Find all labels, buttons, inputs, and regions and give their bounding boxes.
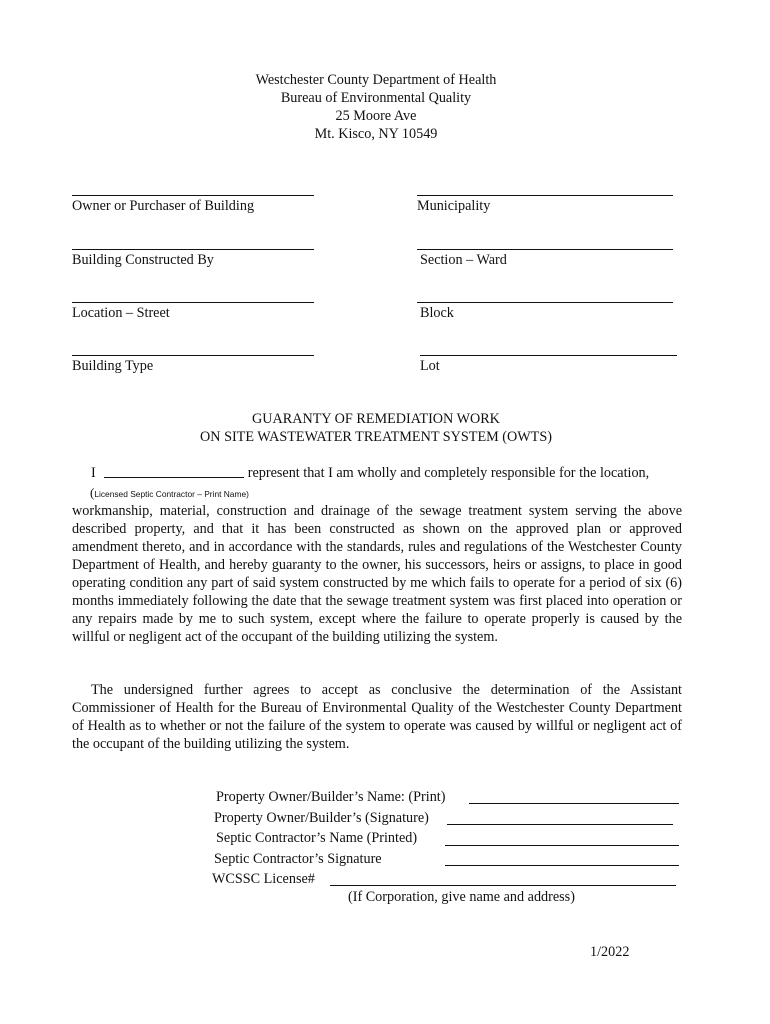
license-field[interactable] (330, 885, 676, 886)
agency-header (0, 71, 752, 143)
intro-suffix: represent that I am wholly and completely responsible for the location, (247, 465, 650, 481)
intro-prefix: I (91, 465, 96, 481)
corporation-note: (If Corporation, give name and address) (348, 889, 575, 905)
municipality-field-line[interactable] (417, 195, 673, 196)
owner-signature-field[interactable] (447, 824, 673, 825)
municipality-label: Municipality (417, 198, 491, 214)
owner-signature-label: Property Owner/Builder’s (Signature) (214, 810, 429, 826)
contractor-signature-label: Septic Contractor’s Signature (214, 851, 382, 867)
section-ward-field-line[interactable] (417, 249, 673, 250)
contractor-name-field[interactable] (445, 845, 679, 846)
contractor-signature-field[interactable] (445, 865, 679, 866)
owner-print-name-label: Property Owner/Builder’s Name: (Print) (216, 789, 446, 805)
building-type-field-line[interactable] (72, 355, 314, 356)
contractor-name-blank[interactable] (104, 463, 244, 478)
contractor-name-hint: (Licensed Septic Contractor – Print Name) (90, 485, 249, 500)
location-field-line[interactable] (72, 302, 314, 303)
owner-print-name-field[interactable] (469, 803, 679, 804)
agency-name: Westchester County Department of Health (255, 72, 497, 88)
owner-field-line[interactable] (72, 195, 314, 196)
determination-paragraph: The undersigned further agrees to accept as conclusive the determination of the Assistant Commissioner of Health for the Bureau of Environmental Quality of the Westchester County Department of Health as to whether or not the failure of the system to operate was caused by willful or negligent act of the occupant of the building utilizing the system. (72, 682, 682, 752)
title-line-2: ON SITE WASTEWATER TREATMENT SYSTEM (OWTS) (200, 429, 552, 445)
revision-date: 1/2022 (590, 944, 630, 960)
document-title (0, 410, 752, 446)
owner-label: Owner or Purchaser of Building (72, 198, 255, 214)
intro-line (91, 463, 649, 482)
guaranty-paragraph: workmanship, material, construction and drainage of the sewage treatment system serving the above described property, and that it has been constructed as shown on the approved plan or approved amendment thereto, and in accordance with the standards, rules and regulations of the Westchester County Department of Health, and hereby guaranty to the owner, his successors, heirs or assigns, to place in good operating condition any part of said system constructed by me which fails to operate for a period of six (6) months immediately following the date that the sewage treatment system was first placed into operation or any repairs made by me to such system, except where the failure to operate properly is caused by the willful or negligent act of the occupant of the building utilizing the system. (72, 503, 682, 645)
section-ward-label: Section – Ward (420, 252, 507, 268)
city-address: Mt. Kisco, NY 10549 (314, 126, 438, 142)
constructed-by-label: Building Constructed By (72, 252, 214, 268)
street-address: 25 Moore Ave (335, 108, 417, 124)
building-type-label: Building Type (72, 358, 154, 374)
bureau-name: Bureau of Environmental Quality (280, 90, 472, 106)
block-label: Block (420, 305, 454, 321)
license-label: WCSSC License# (212, 871, 315, 887)
lot-field-line[interactable] (420, 355, 677, 356)
block-field-line[interactable] (417, 302, 673, 303)
contractor-name-label: Septic Contractor’s Name (Printed) (216, 830, 418, 846)
constructed-by-field-line[interactable] (72, 249, 314, 250)
location-label: Location – Street (72, 305, 170, 321)
lot-label: Lot (420, 358, 440, 374)
title-line-1: GUARANTY OF REMEDIATION WORK (252, 411, 500, 427)
